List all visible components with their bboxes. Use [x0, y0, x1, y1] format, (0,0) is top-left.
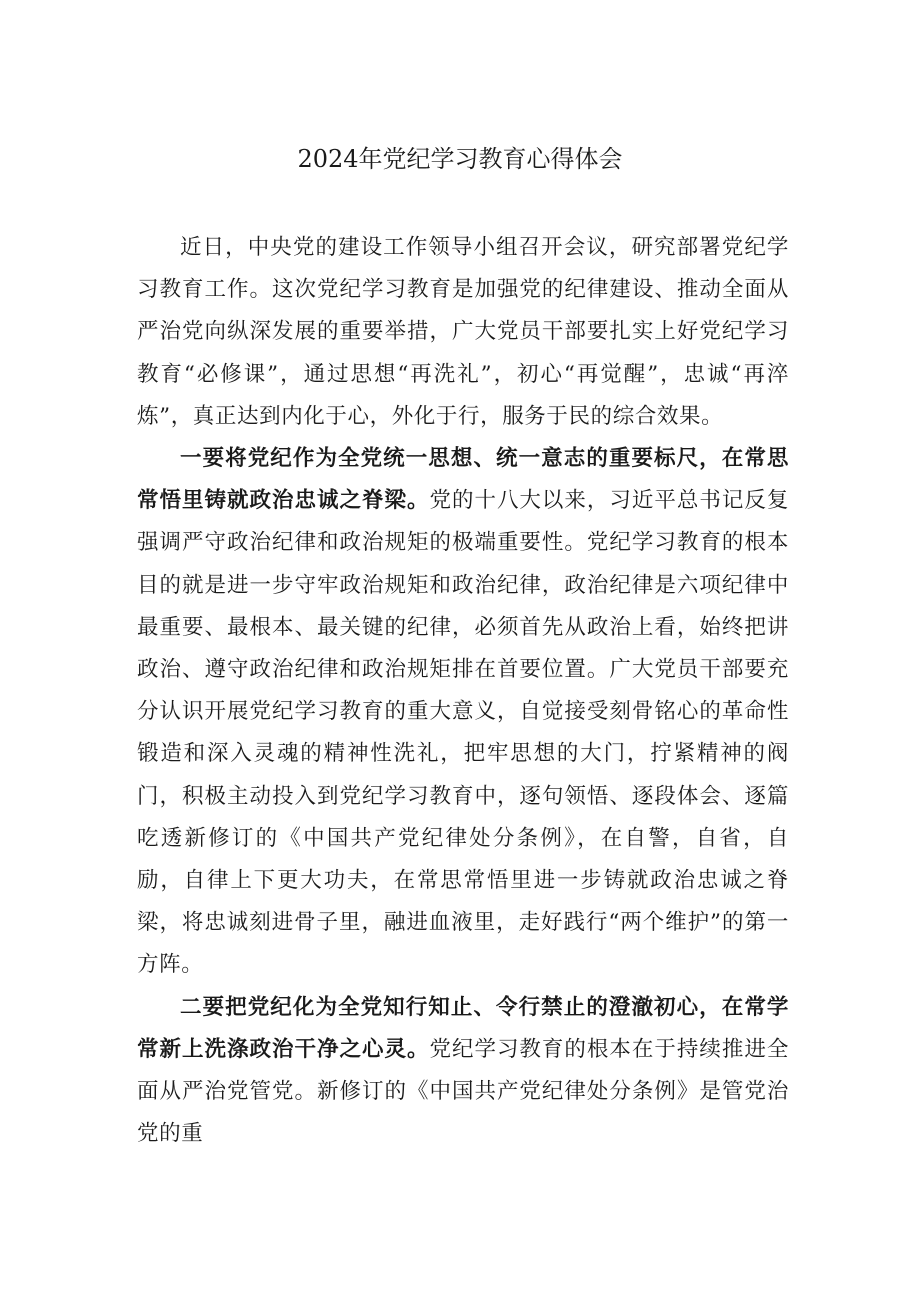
document-body — [137, 227, 789, 1155]
paragraph-point-two — [137, 987, 789, 1156]
paragraph-intro-text: 近日，中央党的建设工作领导小组召开会议，研究部署党纪学习教育工作。这次党纪学习教育是加强党的纪律建设、推动全面从严治党向纵深发展的重要举措，广大党员干部要扎实上好党纪学习教育“必修课”，通过思想“再洗礼”，初心“再觉醒”，忠诚“再淬炼”，真正达到内化于心，外化于行，服务于民的综合效果。 — [137, 235, 789, 429]
paragraph-intro — [137, 227, 789, 438]
paragraph-point-two-lead: 二要把党纪化为全党知行知止、令行禁止的澄澈初心，在常学常新上洗涤政治干净之心灵。 — [137, 994, 789, 1062]
paragraph-point-one-text: 党的十八大以来，习近平总书记反复强调严守政治纪律和政治规矩的极端重要性。党纪学习教育的根本目的就是进一步守牢政治规矩和政治纪律，政治纪律是六项纪律中最重要、最根本、最关键的纪律，必须首先从政治上看，始终把讲政治、遵守政治纪律和政治规矩排在首要位置。广大党员干部要充分认识开展党纪学习教育的重大意义，自觉接受刻骨铭心的革命性锻造和深入灵魂的精神性洗礼，把牢思想的大门，拧紧精神的阀门，积极主动投入到党纪学习教育中，逐句领悟、逐段体会、逐篇吃透新修订的《中国共产党纪律处分条例》，在自警，自省，自励，自律上下更大功夫，在常思常悟里进一步铸就政治忠诚之脊梁，将忠诚刻进骨子里，融进血液里，走好践行“两个维护”的第一方阵。 — [137, 488, 789, 978]
document-title: 2024年党纪学习教育心得体会 — [297, 145, 623, 173]
paragraph-point-one-lead: 一要将党纪作为全党统一思想、统一意志的重要标尺，在常思常悟里铸就政治忠诚之脊梁。 — [137, 446, 789, 514]
paragraph-point-one — [137, 438, 789, 987]
paragraph-point-two-text: 党纪学习教育的根本在于持续推进全面从严治党管党。新修订的《中国共产党纪律处分条例》是管党治党的重 — [137, 1036, 789, 1147]
